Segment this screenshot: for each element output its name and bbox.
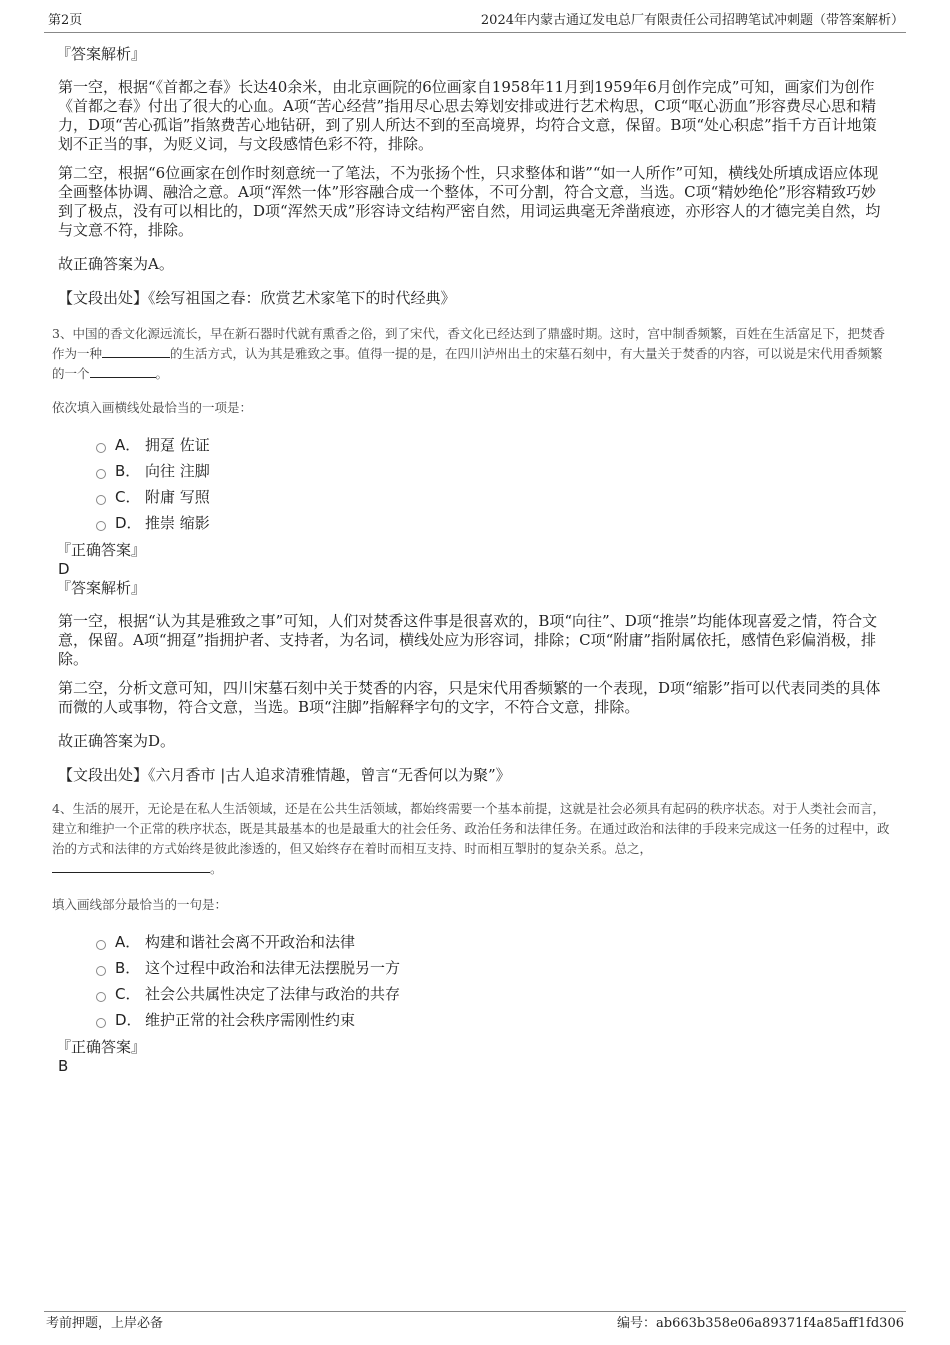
radio-icon[interactable]	[96, 443, 106, 453]
q3-answer: D	[58, 560, 70, 578]
radio-icon[interactable]	[96, 521, 106, 531]
q4-answer-label: 『正确答案』	[56, 1038, 147, 1056]
q4-options	[96, 929, 894, 1033]
page-footer	[44, 1311, 906, 1334]
option-letter: D．	[115, 1011, 142, 1029]
q2-conclusion: 故正确答案为A。	[58, 255, 174, 273]
radio-icon[interactable]	[96, 1018, 106, 1028]
q3-conclusion: 故正确答案为D。	[58, 732, 176, 750]
option-letter: D．	[115, 514, 142, 532]
q2-analysis-p2: 第二空，根据“6位画家在创作时刻意统一了笔法，不为张扬个性，只求整体和谐”“如一人所作”可知，横线处所填成语应体现全画整体协调、融洽之意。A项“浑然一体”形容融合成一个整体，不可分割，符合文意，当选。C项“精妙绝伦”形容精致巧妙到了极点，没有可以相比的，D项“浑然天成”形容诗文结构严密自然，用词运典毫无斧凿痕迹，亦形容人的才德完美自然，均与文意不符，排除。	[58, 164, 881, 239]
page-number: 第2页	[48, 13, 83, 28]
q4-stem-part-a: 4、生活的展开，无论是在私人生活领域，还是在公共生活领域，都始终需要一个基本前提，这就是社会必须具有起码的秩序状态。对于人类社会而言，建立和维护一个正常的秩序状态，既是其最基本的也是最重大的社会任务、政治任务和法律任务。在通过政治和法律的手段来完成这一任务的过程中，政治的方式和法律的方式始终是彼此渗透的，但又始终存在着时而相互支持、时而相互掣肘的复杂关系。总之，	[52, 801, 890, 856]
q3-analysis-p1: 第一空，根据“认为其是雅致之事”可知，人们对焚香这件事是很喜欢的，B项“向往”、D项“推崇”均能体现喜爱之情，符合文意，保留。A项“拥趸”指拥护者、支持者，为名词，横线处应为形容词，排除；C项“附庸”指附属依托，感情色彩偏消极，排除。	[58, 612, 878, 668]
footer-slogan: 考前押题，上岸必备	[46, 1316, 164, 1331]
option-text: 社会公共属性决定了法律与政治的共存	[145, 985, 401, 1003]
option-text: 构建和谐社会离不开政治和法律	[145, 933, 356, 951]
option-letter: C．	[115, 488, 141, 506]
option-letter: B．	[115, 462, 141, 480]
q3-option-b[interactable]	[96, 458, 894, 484]
option-text: 推崇 缩影	[145, 514, 210, 532]
q2-analysis-p1: 第一空，根据“《首都之春》长达40余米，由北京画院的6位画家自1958年11月到1959年6月创作完成”可知，画家们为创作《首都之春》付出了很大的心血。A项“苦心经营”指用尽心思去筹划安排或进行艺术构思，C项“呕心沥血”形容费尽心思和精力，D项“苦心孤诣”指煞费苦心地钻研，到了别人所达不到的至高境界，均符合文意，保留。B项“处心积虑”指千方百计地策划不正当的事，为贬义词，与文段感情色彩不符，排除。	[58, 78, 877, 153]
q3-stem-part-b: 的生活方式，认为其是雅致之事。值得一提的是，在四川泸州出土的宋墓石刻中，有大量关于焚香的内容，可以说是宋代用香频繁的一个	[52, 346, 883, 381]
option-text: 这个过程中政治和法律无法摆脱另一方	[145, 959, 401, 977]
radio-icon[interactable]	[96, 940, 106, 950]
option-text: 附庸 写照	[145, 488, 210, 506]
page-header	[44, 12, 906, 33]
q3-analysis-p2: 第二空，分析文意可知，四川宋墓石刻中关于焚香的内容，只是宋代用香频繁的一个表现，D项“缩影”指可以代表同类的具体而微的人或事物，符合文意，当选。B项“注脚”指解释字句的文字，不符合文意，排除。	[58, 679, 881, 716]
q3-blank-1	[102, 344, 170, 358]
q4-instruction: 填入画线部分最恰当的一句是：	[52, 897, 228, 912]
option-letter: B．	[115, 959, 141, 977]
q4-stem-part-b: 。	[210, 861, 223, 876]
q3-analysis-label: 『答案解析』	[56, 579, 147, 597]
q4-option-a[interactable]	[96, 929, 894, 955]
radio-icon[interactable]	[96, 966, 106, 976]
radio-icon[interactable]	[96, 992, 106, 1002]
option-letter: A．	[115, 933, 141, 951]
q4-stem	[52, 799, 894, 879]
q3-source: 【文段出处】《六月香市 |古人追求清雅情趣，曾言“无香何以为聚”》	[58, 766, 511, 784]
q3-blank-2	[90, 364, 156, 378]
q3-answer-label: 『正确答案』	[56, 541, 147, 559]
q3-option-c[interactable]	[96, 484, 894, 510]
page-content	[52, 44, 894, 1075]
q4-option-d[interactable]	[96, 1007, 894, 1033]
option-letter: C．	[115, 985, 141, 1003]
document-title: 2024年内蒙古通辽发电总厂有限责任公司招聘笔试冲刺题（带答案解析）	[480, 13, 904, 28]
q2-source: 【文段出处】《绘写祖国之春：欣赏艺术家笔下的时代经典》	[58, 289, 456, 307]
option-text: 拥趸 佐证	[145, 436, 210, 454]
document-id: 编号：ab663b358e06a89371f4a85aff1fd306	[617, 1316, 904, 1331]
q3-options	[96, 432, 894, 536]
q4-option-c[interactable]	[96, 981, 894, 1007]
q4-answer-block	[52, 1037, 894, 1075]
q2-analysis-label: 『答案解析』	[56, 45, 147, 63]
q3-option-d[interactable]	[96, 510, 894, 536]
q3-stem	[52, 324, 894, 384]
q4-answer: B	[58, 1057, 69, 1075]
q4-blank	[52, 859, 210, 873]
q3-instruction: 依次填入画横线处最恰当的一项是：	[52, 400, 253, 415]
option-text: 维护正常的社会秩序需刚性约束	[145, 1011, 356, 1029]
q4-option-b[interactable]	[96, 955, 894, 981]
q3-stem-part-a: 3、中国的香文化源远流长，早在新石器时代就有熏香之俗，到了宋代，香文化已经达到了鼎盛时期。这时，宫中制香频繁，百姓在生活富足下，把焚香作为一种	[52, 326, 885, 361]
q3-option-a[interactable]	[96, 432, 894, 458]
option-letter: A．	[115, 436, 141, 454]
radio-icon[interactable]	[96, 469, 106, 479]
radio-icon[interactable]	[96, 495, 106, 505]
q3-stem-part-c: 。	[155, 366, 169, 381]
option-text: 向往 注脚	[145, 462, 210, 480]
q3-answer-block	[52, 540, 894, 598]
